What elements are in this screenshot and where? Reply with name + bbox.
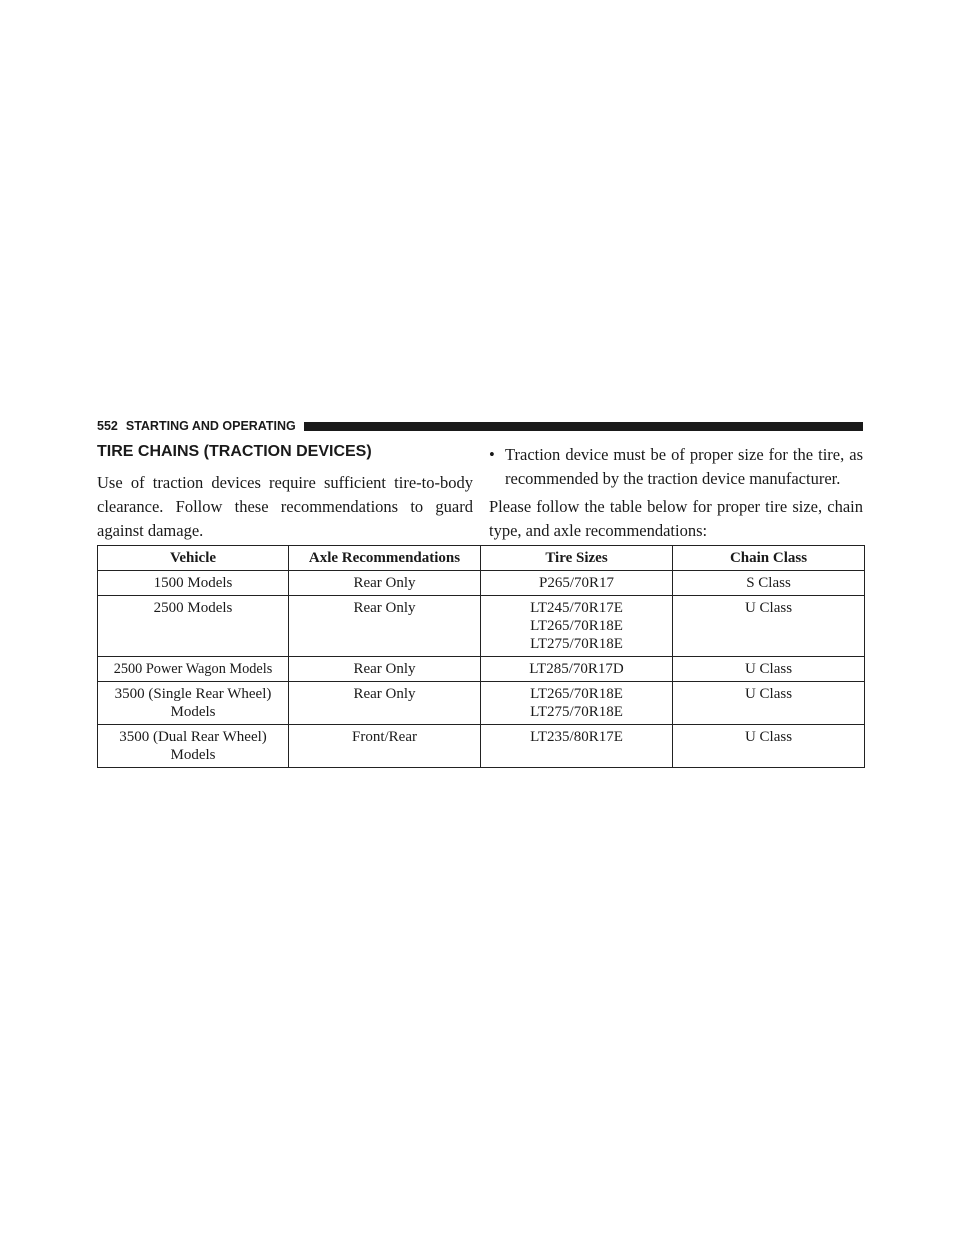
header-rule <box>304 422 863 431</box>
cell-tires <box>481 725 673 768</box>
cell-line: Models <box>170 704 216 720</box>
cell-vehicle <box>98 596 289 657</box>
cell-chain: U Class <box>673 657 865 682</box>
column-header-chain-class: Chain Class <box>673 546 865 571</box>
cell-line: 3500 (Single Rear Wheel) <box>114 686 272 702</box>
table-intro-paragraph: Please follow the table below for proper tire size, chain type, and axle recommendations: <box>489 497 863 540</box>
table-row <box>98 725 865 768</box>
section-title: STARTING AND OPERATING <box>125 419 296 433</box>
cell-tires <box>481 682 673 725</box>
cell-vehicle <box>98 571 289 596</box>
cell-vehicle <box>98 657 289 682</box>
cell-chain: U Class <box>673 725 865 768</box>
cell-line: LT265/70R18E <box>530 686 623 702</box>
column-header-vehicle: Vehicle <box>98 546 289 571</box>
cell-axle: Rear Only <box>289 596 481 657</box>
cell-line: LT245/70R17E <box>530 600 623 616</box>
cell-line: 2500 Models <box>153 600 233 616</box>
cell-axle: Rear Only <box>289 657 481 682</box>
bullet-text: Traction device must be of proper size for the tire, as recommended by the traction device manufacturer. <box>505 445 863 488</box>
bullet-item <box>489 443 863 491</box>
cell-axle: Rear Only <box>289 682 481 725</box>
table-row <box>98 596 865 657</box>
cell-chain: U Class <box>673 682 865 725</box>
cell-vehicle <box>98 725 289 768</box>
table-row <box>98 682 865 725</box>
cell-chain: S Class <box>673 571 865 596</box>
cell-line: 3500 (Dual Rear Wheel) <box>119 729 267 745</box>
table-row <box>98 571 865 596</box>
section-heading: TIRE CHAINS (TRACTION DEVICES) <box>97 443 372 460</box>
cell-line: 2500 Power Wagon Models <box>113 661 273 677</box>
column-header-axle: Axle Recommendations <box>289 546 481 571</box>
cell-tires <box>481 657 673 682</box>
tire-chain-table <box>97 545 865 768</box>
cell-line: LT265/70R18E <box>530 618 623 634</box>
page-header <box>97 418 863 434</box>
cell-line: LT275/70R18E <box>530 636 623 652</box>
cell-chain: U Class <box>673 596 865 657</box>
cell-axle: Rear Only <box>289 571 481 596</box>
cell-line: LT235/80R17E <box>530 729 623 745</box>
cell-line: LT285/70R17D <box>529 661 624 677</box>
cell-tires <box>481 596 673 657</box>
page-number: 552 <box>97 419 118 433</box>
column-header-tire-sizes: Tire Sizes <box>481 546 673 571</box>
intro-paragraph: Use of traction devices require sufficient tire-to-body clearance. Follow these recommendations to guard against damage. <box>97 473 473 540</box>
cell-axle: Front/Rear <box>289 725 481 768</box>
table-header-row <box>98 546 865 571</box>
cell-line: 1500 Models <box>153 575 233 591</box>
cell-vehicle <box>98 682 289 725</box>
cell-line: LT275/70R18E <box>530 704 623 720</box>
cell-tires <box>481 571 673 596</box>
bullet-icon: • <box>489 445 495 464</box>
table-row <box>98 657 865 682</box>
cell-line: Models <box>170 747 216 763</box>
cell-line: P265/70R17 <box>538 575 614 591</box>
